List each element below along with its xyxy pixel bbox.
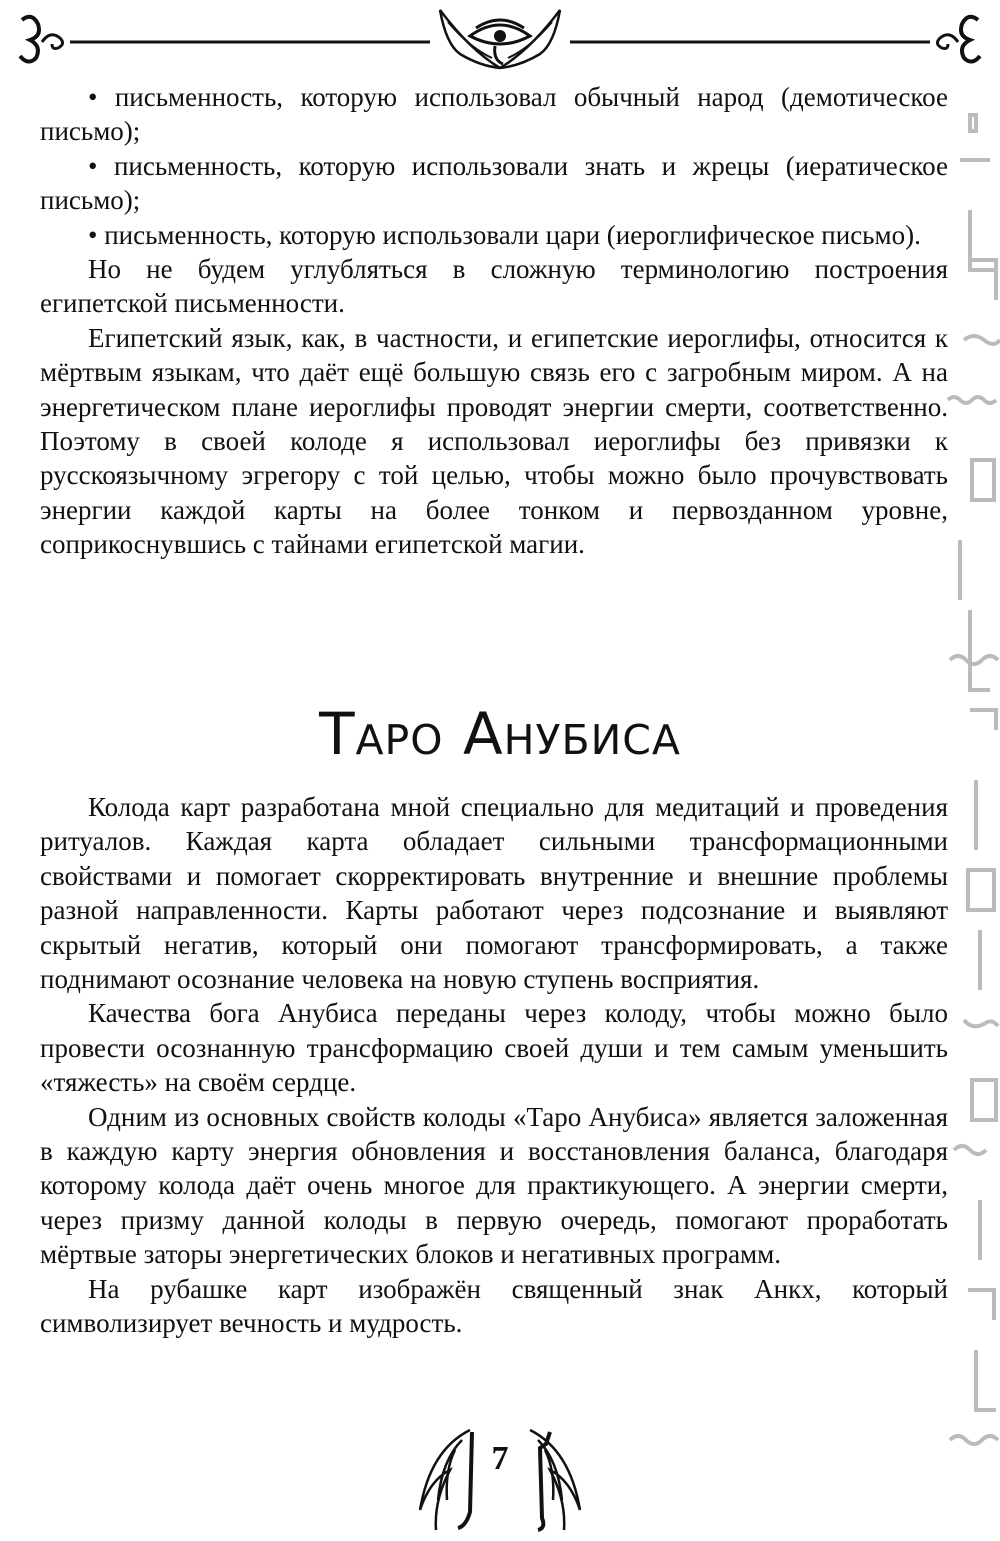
body-text-bottom (40, 790, 948, 1341)
paragraph: • письменность, которую использовали знать и жрецы (иератическое письмо); (40, 150, 948, 216)
section-heading: Таро Анубиса (319, 700, 681, 768)
body-text-top (40, 80, 948, 562)
eye-of-horus-icon (0, 0, 1000, 80)
paragraph: • письменность, которую использовал обычный народ (демотическое письмо); (40, 82, 948, 147)
paragraph: На рубашке карт изображён священный знак Анкх, который символизирует вечность и мудрость. (40, 1273, 948, 1339)
hieroglyph-margin-decoration (940, 100, 1000, 1480)
paragraph: Качества бога Анубиса переданы через колоду, чтобы можно было провести осознанную трансформацию своей души и тем самым уменьшить «тяжесть» на своём сердце. (40, 998, 948, 1098)
paragraph: Одним из основных свойств колоды «Таро Анубиса» является заложенная в каждую карту энергия обновления и восстановления баланса, благодаря которому колода даёт очень многое для практикующего. А энергии смерти, через призму данной колоды в первую очередь, помогают проработать мёртвые заторы энергетических блоков и негативных программ. (40, 1101, 948, 1270)
page-number: 7 (491, 1440, 509, 1477)
header-ornament (0, 0, 1000, 80)
paragraph: Египетский язык, как, в частности, и египетские иероглифы, относится к мёртвым языкам, что даёт ещё большую связь его с загробным миром. А на энергетическом плане иероглифы проводят энергии смерти, соответственно. Поэтому в своей колоде я использовал иероглифы без привязки к русскоязычному эгрегору с той целью, чтобы можно было прочувствовать энергии каждой карты на более тонком и первозданном уровне, соприкоснувшись с тайнами египетской магии. (40, 322, 948, 560)
paragraph: Но не будем углубляться в сложную терминологию построения египетской письменности. (40, 254, 948, 319)
paragraph: Колода карт разработана мной специально для медитаций и проведения ритуалов. Каждая карта обладает сильными трансформационными свойствами и помогает скорректировать внутренние и внешние проблемы разной направленности. Карты работают через подсознание и выявляют скрытый негатив, который они помогают трансформировать, а также поднимают осознание человека на новую ступень восприятия. (40, 792, 948, 995)
paragraph: • письменность, которую использовали цари (иероглифическое письмо). (88, 219, 921, 250)
